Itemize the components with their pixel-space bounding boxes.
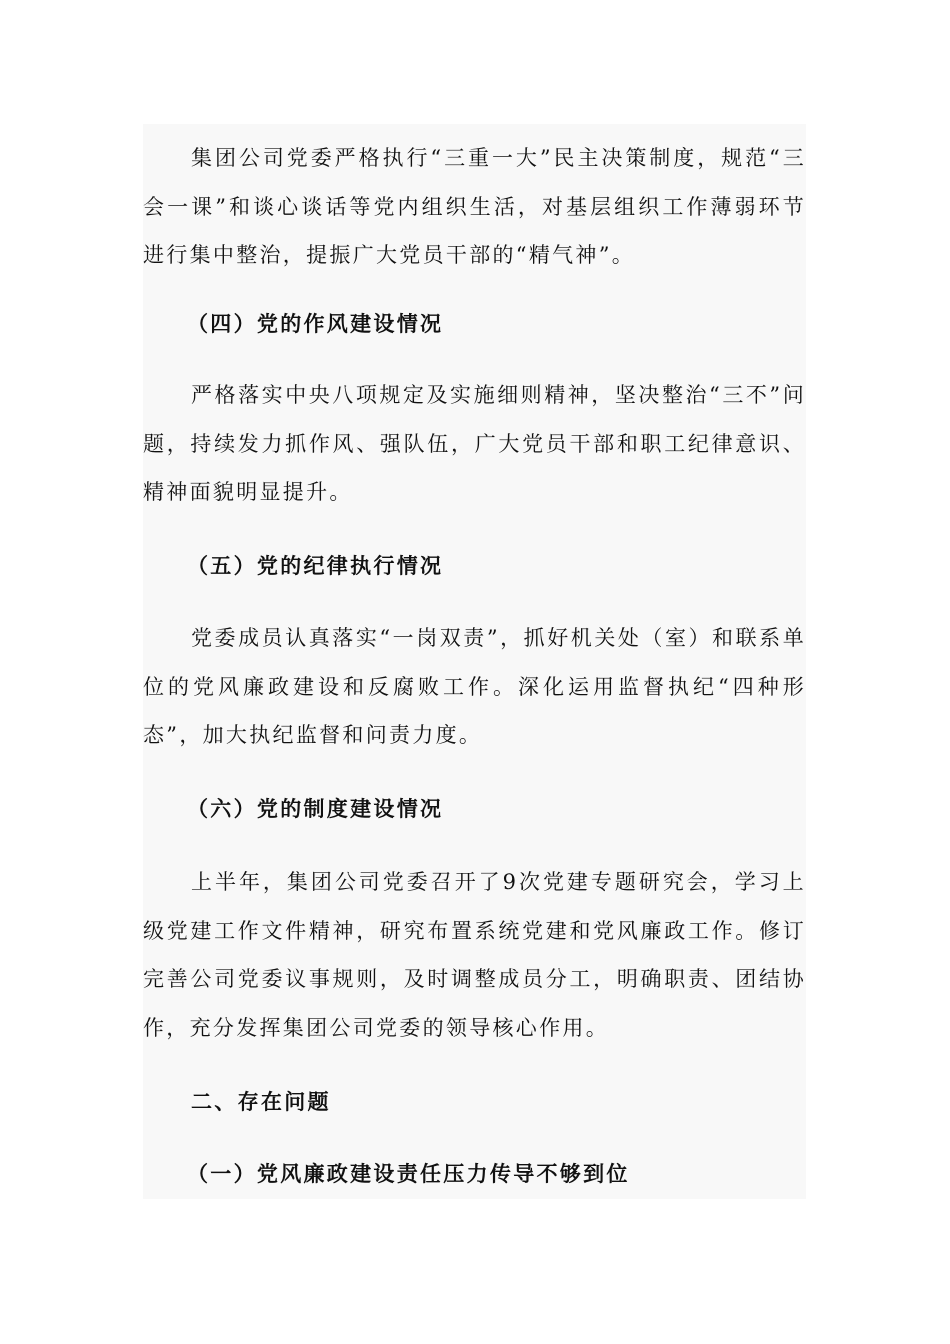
heading-institution: （六）党的制度建设情况 [187,796,444,821]
paragraph-org-life: 集团公司党委严格执行“三重一大”民主决策制度，规范“三会一课”和谈心谈话等党内组织生活，对基层组织工作薄弱环节进行集中整治，提振广大党员干部的“精气神”。 [143,146,806,267]
paragraph-institution: 上半年，集团公司党委召开了9次党建专题研究会，学习上级党建工作文件精神，研究布置系统党建和党风廉政工作。修订完善公司党委议事规则，及时调整成员分工，明确职责、团结协作，充分发挥集团公司党委的领导核心作用。 [143,870,806,1040]
paragraph-work-style: 严格落实中央八项规定及实施细则精神，坚决整治“三不”问题，持续发力抓作风、强队伍，广大党员干部和职工纪律意识、精神面貌明显提升。 [143,383,806,504]
paragraph-discipline: 党委成员认真落实“一岗双责”，抓好机关处（室）和联系单位的党风廉政建设和反腐败工作。深化运用监督执纪“四种形态”，加大执纪监督和问责力度。 [143,626,806,747]
heading-work-style: （四）党的作风建设情况 [187,311,444,336]
document-page [143,124,806,1199]
heading-responsibility: （一）党风廉政建设责任压力传导不够到位 [187,1161,630,1186]
heading-problems: 二、存在问题 [191,1089,331,1114]
heading-discipline: （五）党的纪律执行情况 [187,553,444,578]
